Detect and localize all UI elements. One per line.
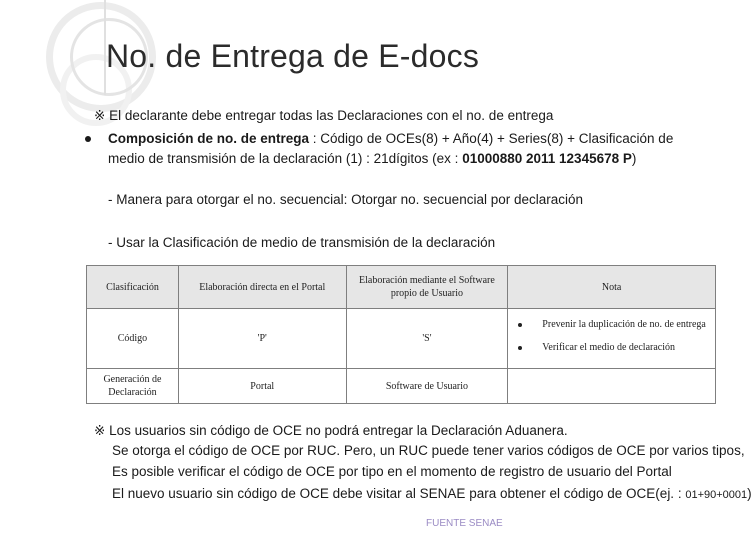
table-header-row <box>87 266 716 309</box>
table-header-cell: Clasificación <box>87 266 179 309</box>
composition-line-1 <box>108 129 673 149</box>
classification-table <box>86 265 716 404</box>
table-cell: Portal <box>178 369 346 404</box>
table-cell: 'P' <box>178 309 346 369</box>
table-cell: Código <box>87 309 179 369</box>
composition-text-end: ) <box>631 151 637 166</box>
intro-text: El declarante debe entregar todas las Declaraciones con el no. de entrega <box>109 108 554 123</box>
notes-list <box>512 318 711 354</box>
notice-last-end: ) <box>747 486 752 501</box>
composition-label: Composición de no. de entrega <box>108 131 310 146</box>
composition-line-2 <box>108 149 636 169</box>
table-cell <box>508 369 716 404</box>
notice-last-example: 01+90+0001 <box>685 489 748 501</box>
slide-title: No. de Entrega de E-docs <box>106 38 480 74</box>
table-header-cell: Nota <box>508 266 716 309</box>
notice-last-text: El nuevo usuario sin código de OCE debe visitar al SENAE para obtener el código de OCE(ej. : <box>112 486 686 501</box>
table-cell: 'S' <box>346 309 508 369</box>
note-item: Prevenir la duplicación de no. de entrega <box>512 318 711 331</box>
reference-mark: ※ <box>94 423 106 438</box>
table-cell: Software de Usuario <box>346 369 508 404</box>
intro-line <box>94 106 553 126</box>
usage-text: - Usar la Clasificación de medio de transmisión de la declaración <box>108 235 496 250</box>
table-row <box>87 369 716 404</box>
composition-example: 01000880 2011 12345678 P <box>462 151 632 166</box>
composition-text-2: medio de transmisión de la declaración (1) : 21dígitos (ex : <box>108 151 463 166</box>
notice-text: Los usuarios sin código de OCE no podrá entregar la Declaración Aduanera. <box>109 423 568 438</box>
bullet-icon <box>85 136 91 142</box>
table-cell: Generación de Declaración <box>87 369 179 404</box>
notice-line <box>94 421 568 441</box>
source-footer: FUENTE SENAE <box>426 518 503 529</box>
table-header-cell: Elaboración mediante el Software propio de Usuario <box>346 266 508 309</box>
table-cell-notes <box>508 309 716 369</box>
note-item: Verificar el medio de declaración <box>512 341 711 354</box>
table-row <box>87 309 716 369</box>
notice-detail: Es posible verificar el código de OCE por tipo en el momento de registro de usuario del Portal <box>112 464 672 479</box>
composition-text: : Código de OCEs(8) + Año(4) + Series(8) + Clasificación de <box>309 131 674 146</box>
table-header-cell: Elaboración directa en el Portal <box>178 266 346 309</box>
notice-detail <box>112 484 752 505</box>
notice-detail: Se otorga el código de OCE por RUC. Pero, un RUC puede tener varios códigos de OCE por varios tipos, <box>112 443 745 458</box>
reference-mark: ※ <box>94 108 106 123</box>
manner-text: - Manera para otorgar el no. secuencial: Otorgar no. secuencial por declaración <box>108 192 584 207</box>
